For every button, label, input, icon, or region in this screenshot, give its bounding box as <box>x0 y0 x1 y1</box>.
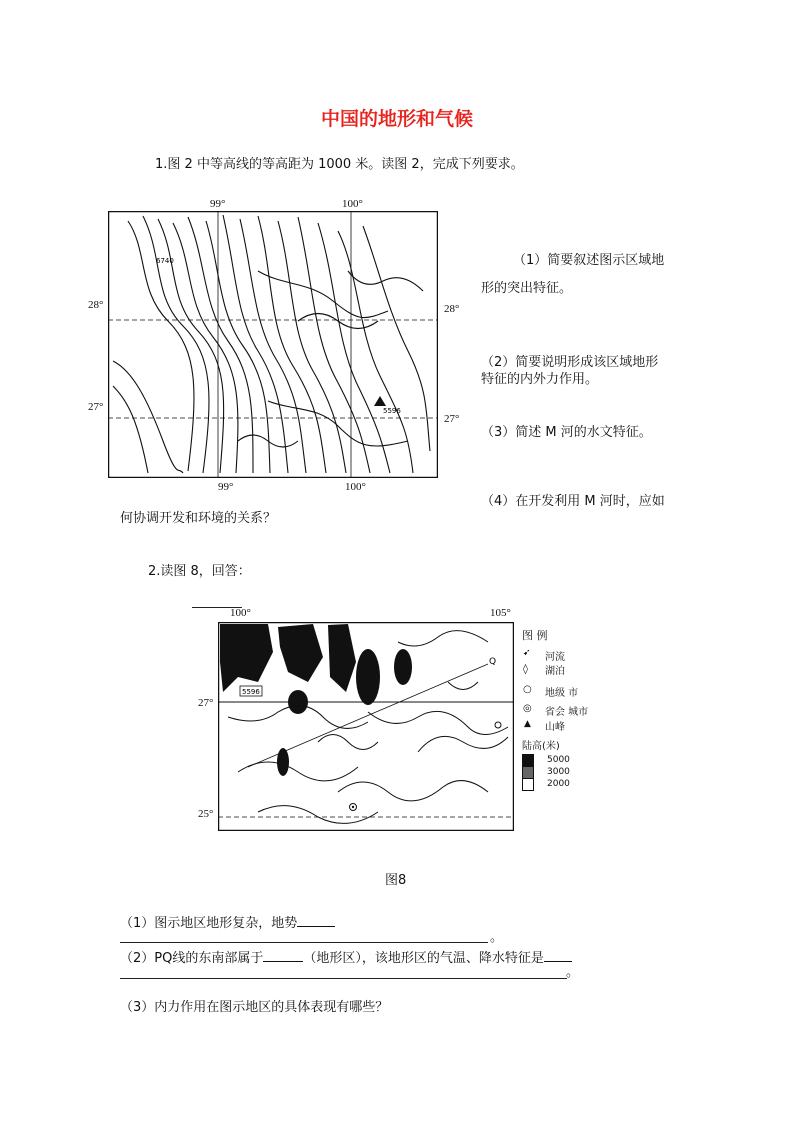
q1-sub1-line1: （1）简要叙述图示区域地 <box>513 253 665 268</box>
map1-lon-label-top-2: 100° <box>342 198 363 210</box>
map2-peak-label: 5596 <box>242 688 260 696</box>
legend-capital: 省会 城市 <box>545 707 589 718</box>
legend-elev-5000: 5000 <box>547 755 570 765</box>
q1-sub1-line2: 形的突出特征。 <box>481 281 573 296</box>
legend-city: 地级 市 <box>545 688 579 699</box>
q2-intro: 2.读图 8，回答： <box>148 564 251 579</box>
map1-lon-label-top-1: 99° <box>210 198 226 210</box>
q1-sub2-line1: （2）简要说明形成该区域地形 <box>481 355 659 370</box>
q1-sub4-line2: 何协调开发和环境的关系？ <box>120 511 277 526</box>
q2-sub2-period: 。 <box>566 965 580 980</box>
figure-caption: 图8 <box>385 873 407 888</box>
q2-sub1-answer-line[interactable] <box>120 942 488 943</box>
capital-icon: ◎ <box>523 703 532 714</box>
map2-lon-label-1: 100° <box>230 607 251 619</box>
q2-sub3: （3）内力作用在图示地区的具体表现有哪些？ <box>120 1000 389 1015</box>
q2-sub1-period: 。 <box>490 930 504 945</box>
elevation-scale <box>522 754 534 792</box>
legend-peak: 山峰 <box>545 722 565 733</box>
page-title: 中国的地形和气候 <box>320 108 473 130</box>
q2-sub2-blank-2[interactable] <box>544 948 572 962</box>
q1-sub2-line2: 特征的内外力作用。 <box>481 372 599 387</box>
legend-elevation-title: 陆高(米) <box>522 741 560 752</box>
q2-sub1 <box>120 913 335 933</box>
q1-intro: 1.图 2 中等高线的等高距为 1000 米。读图 2，完成下列要求。 <box>155 157 524 172</box>
q2-sub2-text-a: （2）PQ线的东南部属于 <box>120 951 264 966</box>
map1-lat-label-right-2: 27° <box>444 413 460 425</box>
map1-peak-label-5596: 5596 <box>383 407 401 415</box>
map2-lon-label-2: 105° <box>490 607 511 619</box>
river-icon: ➹ <box>523 648 531 658</box>
map1-lat-label-left-2: 27° <box>88 401 104 413</box>
map1-lat-label-right-1: 28° <box>444 303 460 315</box>
contour-map-1 <box>108 211 438 478</box>
legend-elev-3000: 3000 <box>547 767 570 777</box>
q2-sub2 <box>120 948 572 968</box>
q2-sub2-text-b: （地形区），该地形区的气温、降水特征是 <box>303 951 544 966</box>
map2-point-q-label: Q <box>489 657 497 667</box>
city-icon: ○ <box>523 684 532 695</box>
legend-river: 河流 <box>545 652 565 663</box>
map1-peak-label-6740: 6740 <box>156 257 174 265</box>
q1-sub3: （3）简述 M 河的水文特征。 <box>481 425 652 440</box>
map1-lon-label-bottom-1: 99° <box>218 481 234 493</box>
q2-sub1-text: （1）图示地区地形复杂，地势 <box>120 916 298 931</box>
lake-icon: ◊ <box>523 664 528 675</box>
q2-sub2-blank-1[interactable] <box>263 948 303 962</box>
map1-lon-label-bottom-2: 100° <box>345 481 366 493</box>
map2-lat-label-2: 25° <box>198 808 214 820</box>
relief-map-2 <box>218 622 514 831</box>
peak-icon: ▲ <box>524 719 531 729</box>
q1-sub4-line1: （4）在开发利用 M 河时，应如 <box>481 494 665 509</box>
q2-sub1-blank[interactable] <box>297 913 335 927</box>
map2-lat-label-1: 27° <box>198 697 214 709</box>
legend-elev-2000: 2000 <box>547 779 570 789</box>
q2-sub2-answer-line[interactable] <box>120 978 567 979</box>
map1-lat-label-left-1: 28° <box>88 299 104 311</box>
legend-title: 图 例 <box>522 629 548 642</box>
legend-lake: 湖泊 <box>545 666 565 677</box>
